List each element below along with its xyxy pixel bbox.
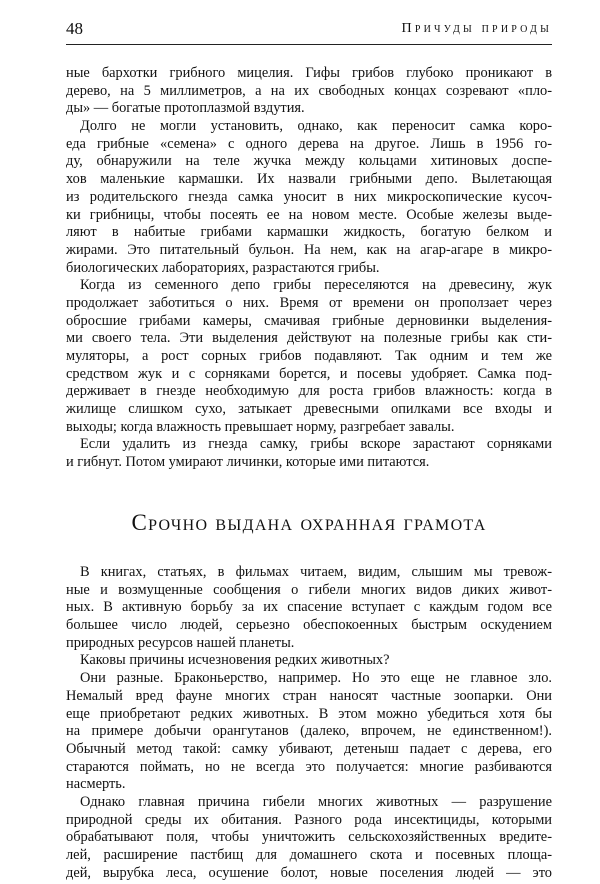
text-line: Каковы причины исчезновения редких животных? — [80, 652, 390, 669]
text-line: Долго не могли установить, однако, как переносит самка коро- — [80, 118, 552, 135]
text-line: ных. В активную борьбу за их спасение вступает с каждым годом все — [66, 599, 552, 616]
text-line: хов маленькие кармашки. Их назвали грибными депо. Вылетающая — [66, 171, 552, 188]
text-line: муляторы, а рост сорных грибов подавляют. Так одним и тем же — [66, 348, 552, 364]
text-line: еда грибные «семена» с одного дерева на другое. Лишь в 1956 го- — [66, 135, 552, 152]
running-head — [66, 18, 552, 42]
text-line: Когда из семенного депо грибы переселяются на древесину, жук — [80, 277, 552, 294]
text-line: средством жук и с сорняками борется, и посевы удобряет. Самка под- — [66, 365, 552, 382]
text-line: ные бархотки грибного мицелия. Гифы грибов глубоко проникают в — [66, 65, 552, 81]
header-rule — [66, 44, 552, 45]
text-line: дей, вырубка леса, осушение болот, новые поселения людей — это — [66, 864, 552, 881]
section-heading: Срочно выдана охранная грамота — [131, 510, 487, 535]
section-1-text — [66, 65, 552, 472]
text-line: продолжает заботиться о них. Время от времени он проползает через — [66, 294, 552, 311]
text-line: биологических лабораториях, разрастаются грибы. — [66, 259, 380, 276]
text-line: насмерть. — [66, 776, 126, 793]
page-number: 48 — [66, 19, 83, 38]
text-line: ду, обнаружили на теле жучка между кольцами хитиновых доспе- — [66, 153, 552, 170]
text-line: Однако главная причина гибели многих животных — разрушение — [80, 793, 552, 810]
text-line: еще приобретают редких животных. В этом можно убедиться хотя бы — [66, 705, 552, 722]
text-line: природных ресурсов нашей планеты. — [66, 634, 295, 651]
text-line: держивает в гнезде необходимую для роста грибов влажность: когда в — [66, 383, 552, 400]
text-line: природной среды их обитания. Разного рода инсектициды, которыми — [66, 811, 552, 828]
text-line: ды» — богатые протоплазмой вздутия. — [66, 100, 305, 117]
section-2-text — [66, 564, 552, 882]
text-line: обрабатывают поля, чтобы уничтожить сельскохозяйственных вредите- — [66, 829, 552, 846]
text-line: жирами. Это питательный бульон. На нем, как на агар-агаре в микро- — [66, 241, 552, 258]
text-line: Немалый вред фауне многих стран наносят частные зоопарки. Они — [66, 687, 552, 704]
text-line: Они разные. Браконьерство, например. Но это еще не главное зло. — [80, 670, 552, 687]
text-line: из родительского гнезда самка уносит в них микроскопические кусоч- — [66, 188, 552, 205]
text-line: выходы; когда влажность превышает норму, разгребает завалы. — [66, 418, 455, 435]
text-line: стараются поймать, но не всегда это получается: многие разбиваются — [66, 758, 552, 775]
text-line: ляют в набитые грибами кармашки жидкость, богатую белком и — [66, 224, 552, 241]
text-line: и гибнут. Потом умирают личинки, которые ими питаются. — [66, 454, 430, 471]
text-line: ные и возмущенные сообщения о гибели многих видов диких живот- — [66, 581, 552, 598]
text-line: лей, расширение пастбищ для домашнего скота и посевных площа- — [66, 847, 552, 863]
text-line: Обычный метод такой: самку убивают, детеныш падает с дерева, его — [66, 740, 552, 757]
running-title: Причуды природы — [401, 21, 552, 36]
text-line: обросшие грибами камеры, смачивая грибные дерновинки выделения- — [66, 312, 552, 329]
text-line: большее число людей, серьезно обеспокоенных быстрым оскудением — [66, 617, 552, 634]
text-line: В книгах, статьях, в фильмах читаем, видим, слышим мы тревож- — [80, 564, 552, 580]
text-line: дерево, на 5 миллиметров, а на их свободных концах созревают «пло- — [66, 82, 552, 99]
text-line: ки грибницы, чтобы посеять ее на новом месте. Особые железы выде- — [66, 206, 552, 223]
text-line: Если удалить из гнезда самку, грибы вскоре зарастают сорняками — [80, 436, 552, 453]
text-line: на примере добычи орангутанов (далеко, впрочем, не единственном!). — [66, 723, 552, 740]
text-line: ми своего тела. Эти выделения действуют на полезные грибы как сти- — [66, 330, 552, 347]
text-line: жилище слишком сухо, затыкает древесными опилками все входы и — [66, 401, 552, 418]
